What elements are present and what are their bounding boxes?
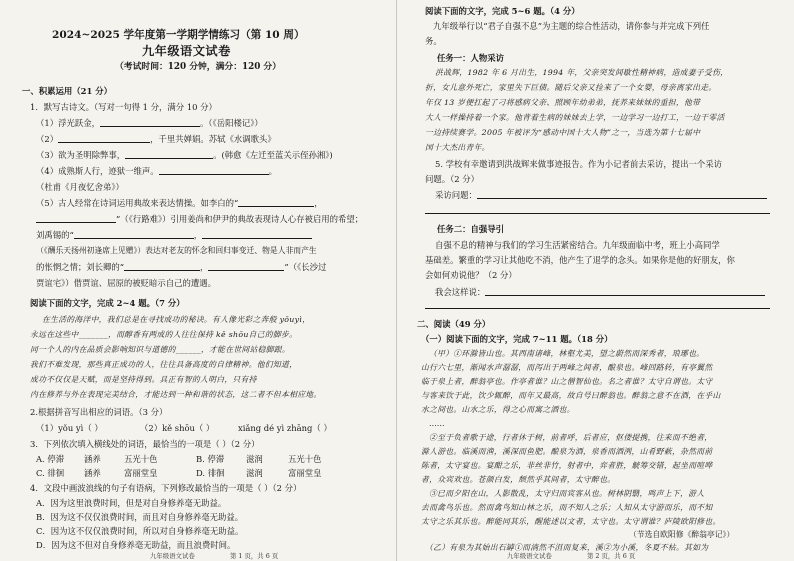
story-line-2: 折，女儿意外死亡，家里失下巨债。随后父亲又捡来了一个女婴，母亲离家出走。 [425,83,717,92]
jia-line-12: 太守之乐其乐也。醉能同其乐，醒能述以文者，太守也。太守谓谁？庐陵欧阳修也。 [421,517,721,526]
jia-line-9: 者，众宾欢也。苍颜白发，颓然乎其间者，太守醉也。 [421,475,616,484]
footer-name: 九年级语文试卷 [150,552,195,560]
q1-line-7: ”（《行路难》）引用姜尚和伊尹的典故表现诗人心存被启用的希望； [36,215,363,223]
subsection-1-heading: （一）阅读下面的文字，完成 7~11 题。（18 分） [421,334,613,344]
story-line-3: 年仅 13 岁便扛起了刁将感病父亲、照顾年幼弟弟，抚养来妹妹的重担，他带 [425,98,701,107]
q1-line-8: 刘禹锡的“ ， [36,231,312,239]
jia-ellipsis: …… [429,419,445,428]
passage-line-4: 我们不难发现，那些真正成功的人，往往具备高度的自律精神。他们知道， [30,360,298,369]
q2-stem: 2.根据拼音写出相应的词语。（3 分） [30,407,168,417]
jia-line-2: 山行六七里，渐闻水声潺潺，而泻出于两峰之间者，酿泉也。峰回路转，有亭翼然 [421,363,713,372]
q1-line-6: （5）古人经常在诗词运用典故来表达情操。如李白的“ ， [36,198,323,208]
jia-line-4: 与客来饮于此，饮少辄醉，而年又最高，故自号曰醉翁也。醉翁之意不在酒，在乎山 [421,391,721,400]
task2-line-1: 自强不息的精神与我们的学习生活紧密结合。九年级面临中考，班上小高同学 [435,240,720,250]
q1-line-4: （4）成熟斯人行，迹狱一维声。 。 [36,166,277,176]
footer-page: 第 1 页，共 6 页 [230,552,279,560]
footer-name: 九年级语文试卷 [507,552,552,560]
story-line-1: 洪战辉，1982 年 6 月出生，1994 年，父亲突发间歇性精神病，造成妻子受伤， [435,68,729,77]
jia-line-7: 滁人游也。临溪而渔，溪深而鱼肥。酿泉为酒，泉香而酒洌，山肴野蔌，杂然而前 [421,447,713,456]
jia-line-3: 临于泉上者，醉翁亭也。作亭者谁？山之僧智仙也。名之者谁？太守自谓也。太守 [421,377,713,386]
q1-line-3: （3）欲为圣明除弊事， 。(韩愈《左迁至蓝关示侄孙湘》) [36,150,333,160]
task-2-title: 任务二：自强导引 [437,224,504,234]
q5-cont: 问题。（2 分） [425,174,480,184]
section-1-heading: 一、积累运用（21 分） [22,86,112,96]
q4-option-b: B．因为这不仅仅浪费时间，而且对自身修养毫无助益。 [36,512,244,522]
q4-stem: 4．文段中画波浪线的句子有语病，下列修改最恰当的一项是（ ）（2 分） [30,483,302,493]
jia-line-6: ②至于负者歌于途，行者休于树，前者呼，后者应，伛偻提携，往来而不绝者， [429,433,713,442]
intro-line-1: 九年级举行以“君子自强不息”为主题的综合性活动，请你参与并完成下列任 [433,21,710,31]
exam-title: 2024~2025 学年度第一学期学情练习（第 10 周） [52,29,305,41]
jia-line-10: ③已而夕阳在山，人影散乱，太守归而宾客从也。树林阴翳，鸣声上下，游人 [429,489,705,498]
q5-stem: 5. 学校有幸邀请到洪战辉来做事迹报告。作为小记者前去采访，提出一个采访 [435,159,723,169]
q1-line-11: 贾谊宅》）借贾谊、屈原的被贬暗示自己的遭遇。 [36,278,217,288]
passage-line-1: 在生活的海洋中，我们总是在寻找成功的秘诀。有人像光彩之奔般 yǒuyì， [42,315,311,324]
q2-item-1: （1）yǒu yì（ ） [36,423,103,433]
footer-page: 第 2 页，共 6 页 [587,552,636,560]
q1-line-1: （1）浮光跃金， 。（《岳阳楼记》） [36,118,263,128]
q1-line-2: （2） ，千里共婵娟。苏轼《水调歌头》 [36,134,276,144]
story-line-6: 国十大杰出青年。 [425,143,490,152]
q1-line-10: 的怅惘之情；刘长卿的“ ， ”（《长沙过 [36,262,327,272]
passage-line-2: 永远在这些中_______，而醇香有两成的人往往保持 kě shōu自己的脚步。 [30,330,298,339]
q2-item-2: （2）kě shōu（ ） [140,423,215,433]
q2-item-3: xiǎng dé yì zhāng（ ） [238,423,332,433]
task-1-title: 任务一：人物采访 [437,53,504,63]
passage-line-6: 内在修养与外在表现完美结合，才能达到一种和谐的状态，这二者不但本相应地。 [30,390,322,399]
page-2 [397,0,794,561]
q4-option-d: D．因为这不但对自身修养毫无助益，而且浪费时间。 [36,540,236,550]
task2-line-2: 基础差。繁重的学习让其他吃不消，他产生了退学的念头。如果你是他的好朋友，你 [425,255,735,265]
exam-subtitle: 九年级语文试卷 [142,44,231,58]
q3-row-1: A. 停滞 涵养 五光十色 B. 停滞 滋润 五光十色 [36,454,322,464]
reading-2-4-heading: 阅读下面的文字，完成 2~4 题。（7 分） [30,298,185,308]
story-line-4: 大人一样操持着一个家。他背着生病的妹妹去上学，一边学习一边打工，一边干零活 [425,113,725,122]
q1-stem: 1．默写古诗文。（写对一句得 1 分，满分 10 分） [30,102,217,112]
q6-extra-line [425,308,770,309]
q3-row-2: C. 徘徊 涵养 富丽堂皇 D. 徘徊 滋润 富丽堂皇 [36,468,322,478]
q1-line-9: （《酬乐天扬州初逢席上见赠》）表达对老友的怀念和回归事变迁、物是人非而产生 [36,246,317,255]
exam-info: （考试时间：120 分钟，满分：120 分） [115,62,282,72]
story-line-5: 一边持续赛学。2005 年被评为“感动中国十大人物”之一，当选为第十七届中 [425,128,701,137]
passage-line-5: 成功不仅仅是天赋，而是坚持得到。具正有智的人明白，只有持 [30,375,257,384]
jia-line-11: 去而禽鸟乐也。然而禽鸟知山林之乐，而不知人之乐；人知从太守游而乐，而不知 [421,503,713,512]
yi-line-1: （乙）有泉为其始出石罅①而淌然不沮而复来，溪②为小溪，冬夏不枯。其如为 [425,543,709,552]
jia-line-8: 陈者，太守宴也。宴酣之乐，非丝非竹，射者中，弈者胜，觥筹交错，起坐而喧哗 [421,461,713,470]
q1-line-5: （杜甫《月夜忆舍弟》） [36,182,124,192]
intro-line-2: 务。 [425,36,442,46]
jia-source: （节选自欧阳修《醉翁亭记》） [629,530,735,539]
q5-answer-line: 采访问题： [435,191,767,199]
reading-5-6-heading: 阅读下面的文字，完成 5~6 题。（4 分） [425,6,580,16]
jia-line-1: （甲）①环滁皆山也。其西南诸峰，林壑尤美，望之蔚然而深秀者，琅琊也。 [429,349,705,358]
task2-line-3: 会如何劝说他？（2 分） [425,270,517,280]
section-2-heading: 二、阅读（49 分） [417,319,491,329]
passage-line-3: 同一个人的内在品质会影响知识与道德的______，才能在世间站稳脚跟。 [30,345,290,354]
jia-line-5: 水之间也。山水之乐，得之心而寓之酒也。 [421,405,575,414]
q6-answer-line: 我会这样说： [435,288,765,296]
q5-extra-line [425,213,770,214]
q4-option-c: C．因为这不仅仅浪费时间，所以对自身修养毫无助益。 [36,526,244,536]
q3-stem: 3．下列依次填入横线处的词语，最恰当的一项是（ ）（2 分） [30,439,260,449]
q4-option-a: A．因为这里浪费时间，但是对自身修养毫无助益。 [36,498,227,508]
